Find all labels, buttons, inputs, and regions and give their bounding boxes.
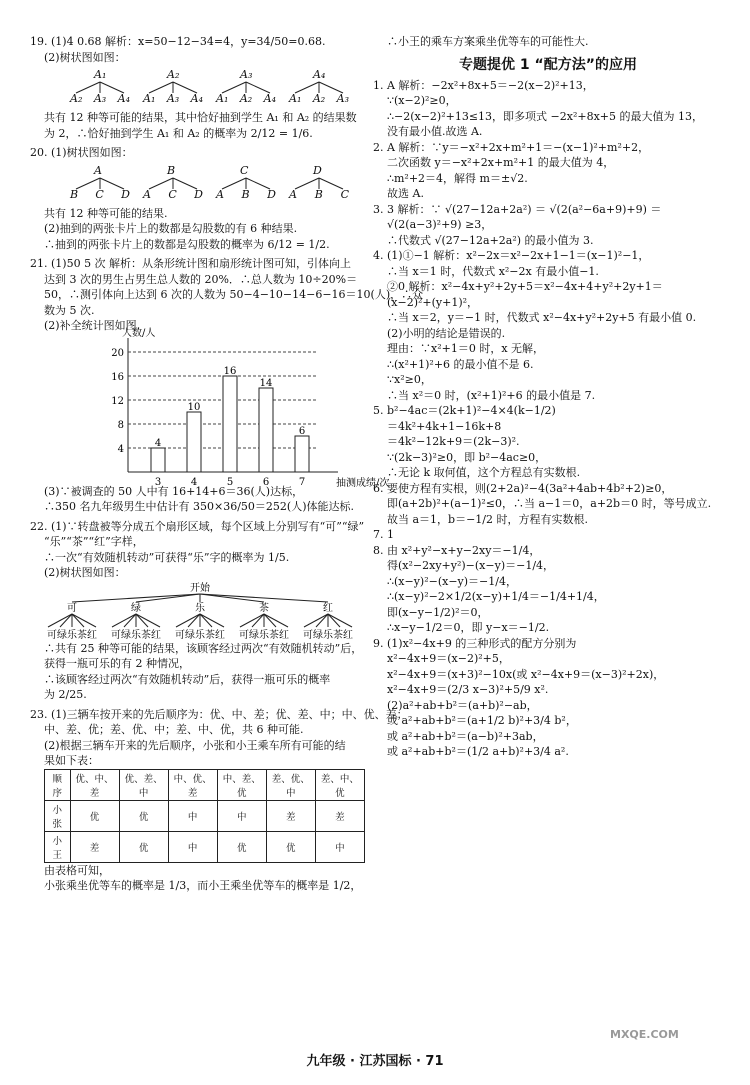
table-cell: 优 (119, 800, 168, 831)
solution-line: ∵(x−2)²≥0， (387, 94, 457, 107)
table-cell: 差 (266, 800, 315, 831)
solution-line: x²−4x+9＝(x−2)²+5， (387, 652, 510, 665)
bar-value-label: 4 (154, 437, 162, 449)
x-tick-label: 5 (226, 476, 234, 488)
q20-line: ∴抽到的两张卡片上的数都是勾股数的概率为 6/12 = 1/2. (44, 237, 330, 251)
bar-chart-svg (70, 327, 390, 489)
q22-line: ∴共有 25 种等可能的结果，该顾客经过两次“有效随机转动”后， (44, 641, 363, 655)
bar (151, 448, 165, 472)
solution-line: ∴(x−y)²−(x−y)＝−1/4， (387, 574, 517, 588)
q22-line: ∴该顾客经过两次“有效随机转动”后，获得一瓶可乐的概率 (44, 672, 331, 686)
solution-line: x²−4x+9＝(x+3)²−10x(或 x²−4x+9＝(x−3)²+2x)， (387, 667, 665, 681)
tree-root: A (94, 163, 102, 177)
bar-value-label: 14 (259, 377, 273, 389)
tree-leaf: C (95, 187, 104, 201)
q21-line: 达到 3 次的男生占男生总人数的 20%．∴总人数为 10÷20%＝ (44, 272, 358, 286)
bar-value-label: 6 (298, 425, 306, 437)
solution-line: 8. 由 x²+y²−x+y−2xy＝−1/4， (373, 543, 541, 557)
solution-line: ∴无论 k 取何值，这个方程总有实数根. (387, 466, 581, 479)
tree-node-group (289, 68, 349, 106)
solution-line: ∴当 x＝2，y＝−1 时，代数式 x²−4x+y²+2y+5 有最小值 0. (387, 311, 697, 324)
tree-branch (200, 594, 264, 602)
section-title: 专题提优 1 “配方法”的应用 (459, 56, 637, 73)
tree-branch (112, 614, 136, 627)
solution-line: 故当 a＝1，b＝−1/2 时，方程有实数根. (387, 512, 589, 526)
solution-line: (x−2)²+(y+1)²， (387, 295, 479, 309)
tree-branch (48, 614, 72, 627)
solution-line: 理由：∵x²+1＝0 时，x 无解， (387, 342, 545, 355)
tree-branch (72, 614, 96, 627)
tree-leaf: B (241, 187, 250, 201)
tree-root: B (167, 163, 176, 177)
tree-root: A₃ (240, 68, 253, 81)
q23-conclusion: ∴小王的乘车方案乘坐优等车的可能性大. (387, 35, 589, 48)
tree-branch (316, 614, 328, 627)
tree-node-group (216, 164, 276, 202)
tree-root: 开始 (190, 582, 210, 594)
table-cell: 优 (70, 800, 119, 831)
q22-line: 获得一瓶可乐的有 2 种情况， (44, 657, 190, 670)
tree-leaf: D (267, 187, 276, 201)
solution-line: ②0 解析：x²−4x+y²+2y+5＝x²−4x+4+y²+2y+1＝ (387, 280, 663, 293)
tree-branch (124, 614, 136, 627)
solution-line: 二次函数 y＝−x²+2x+m²+1 的最大值为 4， (387, 156, 615, 169)
tree-leaf: A₄ (117, 92, 130, 105)
table-cell: 优、中、差 (70, 769, 119, 800)
bar-value-label: 16 (223, 365, 237, 377)
table-cell: 中 (168, 800, 217, 831)
q22-line: ∴一次“有效随机转动”可获得“乐”字的概率为 1/5. (44, 550, 290, 564)
tree-node: 可 (67, 602, 77, 614)
solution-line: ∵(2k−3)²≥0，即 b²−4ac≥0， (387, 450, 547, 464)
x-axis-label: 抽测成绩/次 (336, 477, 390, 489)
solution-line: ∴当 x＝1 时，代数式 x²−2x 有最小值−1. (387, 264, 599, 278)
tree-branch (240, 614, 264, 627)
y-tick-label: 8 (117, 419, 124, 431)
tree-node-group (216, 68, 276, 106)
solution-line: 没有最小值.故选 A. (387, 125, 483, 138)
solution-line: 1. A 解析：−2x²+8x+5＝−2(x−2)²+13， (373, 78, 594, 92)
q23-line: 23. (1)三辆车按开来的先后顺序为：优、中、差；优、差、中；中、优、差； (30, 707, 408, 721)
solution-line: 即(x−y−1/2)²＝0， (387, 605, 489, 619)
tree-branch (72, 594, 200, 602)
q21-line: 21. (1)50 5 次 解析：从条形统计图和扇形统计图可知，引体向上 (30, 257, 352, 270)
solution-line: √(2(a−3)²+9) ≥3， (387, 218, 493, 231)
x-tick-label: 7 (298, 476, 306, 488)
solution-line: 或 a²+ab+b²＝(a+1/2 b)²+3/4 b²， (387, 714, 577, 727)
tree-branch (176, 614, 200, 627)
tree-branch (188, 614, 200, 627)
q21-line: 50，∴测引体向上达到 6 次的人数为 50−4−10−14−6−16＝10(人)，∴众 (44, 288, 424, 301)
bar (223, 376, 237, 472)
solution-line: ∵x²≥0， (387, 373, 432, 386)
bar-value-label: 10 (187, 401, 201, 413)
tree-node: 绿 (131, 602, 141, 614)
tree-node-group (289, 164, 349, 202)
tree-branch (200, 614, 224, 627)
solution-line: 4. (1)①−1 解析：x²−2x＝x²−2x+1−1＝(x−1)²−1， (373, 249, 650, 262)
table-row (45, 800, 365, 831)
table-cell: 中 (168, 831, 217, 862)
tree-node: 红 (323, 602, 333, 614)
solution-line: 或 a²+ab+b²＝(a−b)²+3ab， (387, 729, 544, 743)
q20-line: (2)抽到的两张卡片上的数都是勾股数的有 6 种结果. (44, 222, 298, 235)
tree-branch (200, 614, 212, 627)
tree-leaves: 可绿乐茶红 (111, 629, 161, 641)
solution-line: (2)a²+ab+b²＝(a+b)²−ab， (387, 698, 538, 712)
solution-line: ＝4k²−12k+9＝(2k−3)². (387, 435, 520, 448)
q22-line: “乐”“茶”“红”字样， (44, 535, 144, 548)
tree-branch (136, 614, 148, 627)
table-header-row (45, 769, 365, 800)
solution-line: ∴(x−y)²−2×1/2(x−y)+1/4＝−1/4+1/4， (387, 590, 605, 603)
bar-chart (70, 327, 390, 489)
x-tick-label: 3 (154, 476, 162, 488)
solution-line: ∴当 x²＝0 时，(x²+1)²+6 的最小值是 7. (387, 388, 596, 402)
tree-leaf: A₁ (143, 92, 156, 105)
table-cell: 中、差、优 (217, 769, 266, 800)
tree-branch (72, 614, 84, 627)
right-lines (373, 78, 723, 760)
tree-diagram-19 (30, 68, 365, 106)
tree-leaf: A₂ (239, 92, 253, 105)
table-cell: 优 (217, 831, 266, 862)
q21-line: 数为 5 次. (44, 303, 95, 317)
solution-line: ∴m²+2＝4，解得 m＝±√2. (387, 171, 528, 185)
tree-leaf: A₂ (312, 92, 326, 105)
table-cell: 差、中、优 (315, 769, 364, 800)
tree-node: 茶 (259, 602, 269, 614)
q23-line: 由表格可知， (44, 863, 110, 877)
q19-line: 19. (1)4 0.68 解析：x=50−12−34=4，y=34/50=0.68. (30, 35, 326, 48)
tree-leaf: A₃ (336, 92, 349, 105)
q21-line: (2)补全统计图如图. (44, 319, 141, 332)
solution-line: 3. 3 解析：∵ √(27−12a+2a²) ＝ √(2(a²−6a+9)+9) ＝ (373, 202, 662, 216)
tree-branch (264, 614, 276, 627)
y-tick-label: 16 (111, 371, 124, 383)
tree-leaf: A (143, 187, 151, 201)
tree-node-group (143, 164, 203, 202)
tree-root: A₄ (313, 68, 326, 81)
page-footer: 九年级 · 江苏国标 · 71 (306, 1054, 444, 1069)
table-cell: 差 (70, 831, 119, 862)
right-column (373, 34, 723, 760)
q19-line: 为 2，∴恰好抽到学生 A₁ 和 A₂ 的概率为 2/12 = 1/6. (44, 126, 313, 140)
tree-leaf: A₄ (190, 92, 203, 105)
y-axis-label: 人数/人 (122, 327, 156, 339)
tree-leaf: B (314, 187, 323, 201)
lottery-tree-svg (40, 581, 360, 641)
tree-node-group (143, 68, 203, 106)
solution-line: 7. 1 (373, 528, 394, 541)
solution-line: ∴(x²+1)²+6 的最小值不是 6. (387, 357, 534, 371)
tree-leaf: A₂ (70, 92, 83, 105)
tree-branch (136, 594, 200, 602)
q22-line: 为 2/25. (44, 688, 87, 701)
bar (187, 412, 201, 472)
tree-leaf: C (168, 187, 177, 201)
tree-branch (328, 614, 352, 627)
q20-line: 20. (1)树状图如图： (30, 146, 133, 159)
solution-line: 或 a²+ab+b²＝(1/2 a+b)²+3/4 a². (387, 745, 569, 758)
tree-root: A₁ (94, 68, 107, 81)
tree-node-group (70, 68, 130, 106)
tree-leaf: D (121, 187, 130, 201)
y-tick-label: 12 (111, 395, 124, 407)
solution-line: 故选 A. (387, 187, 424, 200)
solution-line: ∴代数式 √(27−12a+2a²) 的最小值为 3. (387, 233, 594, 247)
q21-line: (3)∵被调查的 50 人中有 16+14+6＝36(人)达标， (44, 484, 304, 498)
tree-diagram-20 (30, 164, 365, 202)
tree-leaf: D (194, 187, 203, 201)
tree-branch (328, 614, 340, 627)
tree-leaf: A₁ (216, 92, 229, 105)
tree-branch (304, 614, 328, 627)
table-cell: 中 (315, 831, 364, 862)
solution-line: 即(a+2b)²+(a−1)²≤0，∴当 a−1＝0，a+2b＝0 时，等号成立. (387, 497, 712, 510)
tree-leaf: A₄ (263, 92, 276, 105)
table-cell: 小王 (45, 831, 71, 862)
solution-line: 5. b²−4ac＝(2k+1)²−4×4(k−1/2) (373, 404, 556, 417)
solution-line: 得(x²−2xy+y²)−(x−y)＝−1/4， (387, 559, 555, 572)
solution-line: ＝4k²+4k+1−16k+8 (387, 419, 502, 433)
table-cell: 优 (266, 831, 315, 862)
tree-leaf: A (216, 187, 224, 201)
tree-leaf: B (70, 187, 79, 201)
q21-line: ∴350 名九年级男生中估计有 350×36/50＝252(人)体能达标. (44, 500, 354, 513)
watermark: MXQE.COM (610, 1028, 679, 1041)
tree-branch (252, 614, 264, 627)
tree-leaf: A (289, 187, 297, 201)
outcome-table (44, 769, 365, 863)
table-cell: 差 (315, 800, 364, 831)
tree-node: 乐 (195, 602, 205, 614)
tree-leaf: A₃ (93, 92, 107, 105)
table-cell: 小张 (45, 800, 71, 831)
tree-branch (264, 614, 288, 627)
x-tick-label: 4 (190, 476, 198, 488)
solution-line: x²−4x+9＝(2/3 x−3)²+5/9 x². (387, 683, 549, 696)
solution-line: 9. (1)x²−4x+9 的三种形式的配方分别为 (373, 636, 577, 650)
tree-root: C (240, 163, 249, 177)
tree-leaf: A₃ (166, 92, 180, 105)
tree-root: D (313, 163, 322, 177)
q22-line: 22. (1)∵转盘被等分成五个扇形区域，每个区域上分别写有“可”“绿” (30, 519, 365, 533)
q23-line: 中、差、优；差、优、中；差、中、优，共 6 种可能. (44, 723, 304, 736)
tree-root: A₂ (167, 68, 180, 81)
tree-branch (136, 614, 160, 627)
bar (295, 436, 309, 472)
tree-node-group (70, 164, 130, 202)
tree-leaf: C (340, 187, 349, 201)
table-cell: 中、优、差 (168, 769, 217, 800)
lottery-tree (40, 581, 360, 641)
q23-line: 小张乘坐优等车的概率是 1/3，而小王乘坐优等车的概率是 1/2， (44, 879, 362, 892)
tree-branch (200, 594, 328, 602)
tree-leaves: 可绿乐茶红 (47, 629, 97, 641)
solution-line: 6. 要使方程有实根，则(2+2a)²−4(3a²+4ab+4b²+2)≥0， (373, 481, 673, 495)
table-cell: 顺序 (45, 769, 71, 800)
q19-line: 共有 12 种等可能的结果，其中恰好抽到学生 A₁ 和 A₂ 的结果数 (44, 111, 357, 124)
q22-line: (2)树状图如图： (44, 566, 126, 579)
y-tick-label: 20 (111, 347, 124, 359)
q23-line: (2)根据三辆车开来的先后顺序，小张和小王乘车所有可能的结 (44, 738, 346, 752)
table-cell: 差、优、中 (266, 769, 315, 800)
y-tick-label: 4 (117, 443, 124, 455)
tree-leaf: A₁ (289, 92, 302, 105)
q23-line: 果如下表： (44, 754, 99, 767)
solution-line: ∴−2(x−2)²+13≤13，即多项式 −2x²+8x+5 的最大值为 13， (387, 109, 704, 123)
x-tick-label: 6 (262, 476, 270, 488)
table-cell: 中 (217, 800, 266, 831)
tree-leaves: 可绿乐茶红 (303, 629, 353, 641)
bar (259, 388, 273, 472)
tree-leaves: 可绿乐茶红 (239, 629, 289, 641)
solution-line: 2. A 解析：∵y＝−x²+2x+m²+1＝−(x−1)²+m²+2， (373, 140, 650, 154)
q19-line: (2)树状图如图： (44, 50, 126, 64)
table-cell: 优、差、中 (119, 769, 168, 800)
tree-branch (60, 614, 72, 627)
solution-line: (2)小明的结论是错误的. (387, 326, 506, 340)
tree-leaves: 可绿乐茶红 (175, 629, 225, 641)
table-row (45, 831, 365, 862)
solution-line: ∴x−y−1/2＝0，即 y−x＝−1/2. (387, 621, 550, 634)
q20-line: 共有 12 种等可能的结果. (44, 206, 168, 220)
table-cell: 优 (119, 831, 168, 862)
